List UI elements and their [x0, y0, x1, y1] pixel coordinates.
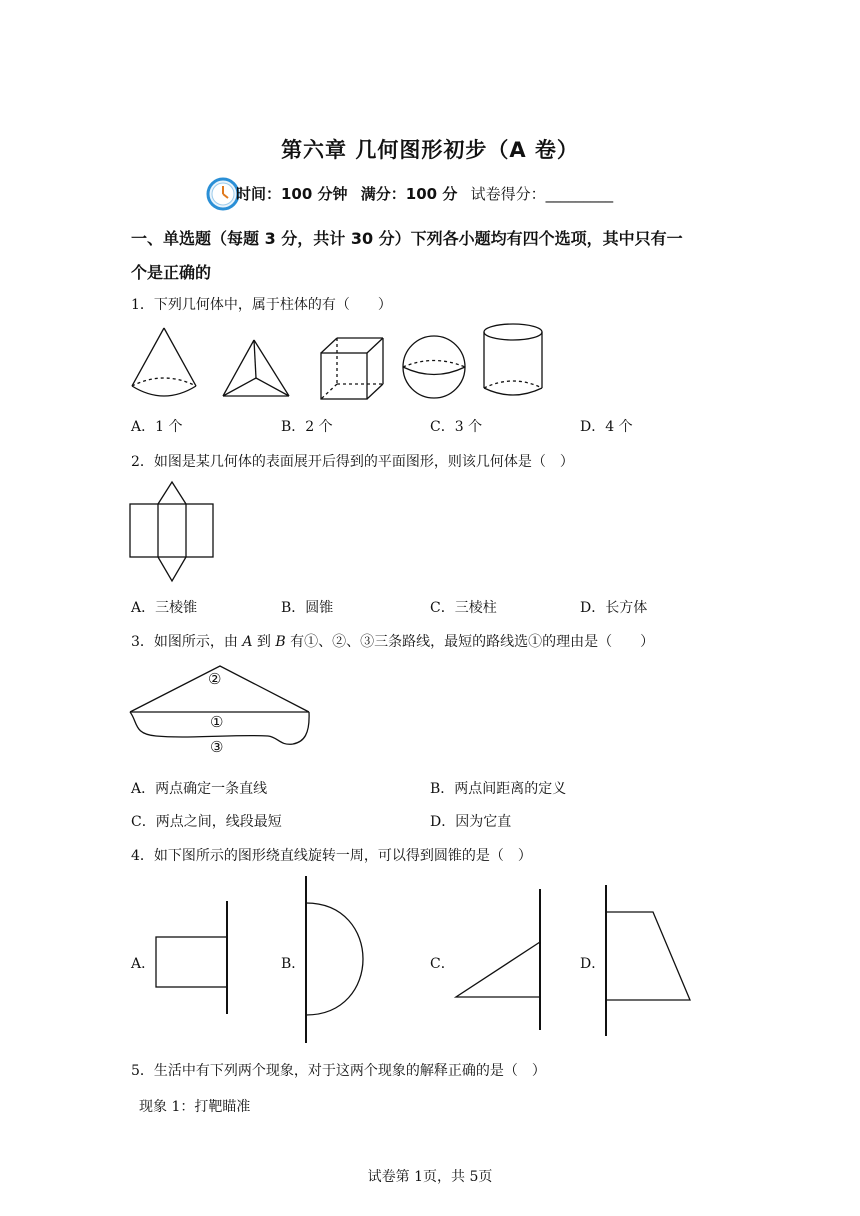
cylinder-figure [481, 322, 545, 400]
question-4-option-d[interactable]: D． [580, 956, 606, 972]
question-5-stem: 5．生活中有下列两个现象，对于这两个现象的解释正确的是（ ） [131, 1063, 546, 1079]
prism-net-figure [129, 481, 215, 583]
question-2-option-a[interactable]: A．三棱锥 [131, 600, 198, 616]
pyramid-figure [220, 338, 292, 400]
question-5-phenomenon-1: 现象 1：打靶瞄准 [139, 1099, 251, 1115]
question-1-option-c[interactable]: C．3 个 [430, 419, 483, 435]
exam-score-field[interactable]: 试卷得分：_________ [470, 185, 614, 203]
rotation-figure-b [302, 875, 372, 1045]
question-4-stem: 4．如下图所示的图形绕直线旋转一周，可以得到圆锥的是（ ） [131, 848, 532, 864]
question-3-option-a[interactable]: A．两点确定一条直线 [131, 781, 268, 797]
question-3-option-b[interactable]: B．两点间距离的定义 [430, 781, 567, 797]
exam-full-score: 满分：100 分 [360, 185, 458, 203]
question-2-option-b[interactable]: B．圆锥 [281, 600, 334, 616]
question-1-option-d[interactable]: D．4 个 [580, 419, 633, 435]
rotation-figure-c [454, 888, 546, 1032]
route-label-3: ③ [210, 738, 224, 756]
cube-figure [318, 336, 386, 402]
page-title: 第六章 几何图形初步（A 卷） [281, 138, 579, 162]
rotation-figure-a [155, 900, 235, 1016]
question-3-option-c[interactable]: C．两点之间，线段最短 [131, 814, 282, 830]
section-heading-line1: 一、单选题（每题 3 分，共计 30 分）下列各小题均有四个选项，其中只有一 [131, 229, 683, 248]
question-1-option-a[interactable]: A．1 个 [131, 419, 183, 435]
route-label-2: ② [208, 670, 222, 688]
rotation-figure-d [603, 884, 693, 1038]
section-heading-line2: 个是正确的 [131, 263, 212, 282]
question-2-stem: 2．如图是某几何体的表面展开后得到的平面图形，则该几何体是（ ） [131, 454, 574, 470]
question-2-option-c[interactable]: C．三棱柱 [430, 600, 497, 616]
cone-figure [128, 326, 200, 400]
question-2-option-d[interactable]: D．长方体 [580, 600, 648, 616]
page-footer: 试卷第 1页，共 5页 [367, 1169, 493, 1185]
question-1-stem: 1．下列几何体中，属于柱体的有（ ） [131, 297, 392, 313]
route-label-1: ① [210, 713, 224, 731]
sphere-figure [401, 334, 467, 400]
question-4-option-c[interactable]: C． [430, 956, 455, 972]
question-4-option-a[interactable]: A． [131, 956, 156, 972]
question-4-option-b[interactable]: B． [281, 956, 306, 972]
question-3-stem: 3．如图所示，由 A 到 B 有①、②、③三条路线，最短的路线选①的理由是（ ） [131, 634, 655, 650]
question-1-option-b[interactable]: B．2 个 [281, 419, 333, 435]
exam-time: 时间：100 分钟 [236, 185, 348, 203]
question-3-option-d[interactable]: D．因为它直 [430, 814, 512, 830]
exam-meta [236, 183, 621, 204]
